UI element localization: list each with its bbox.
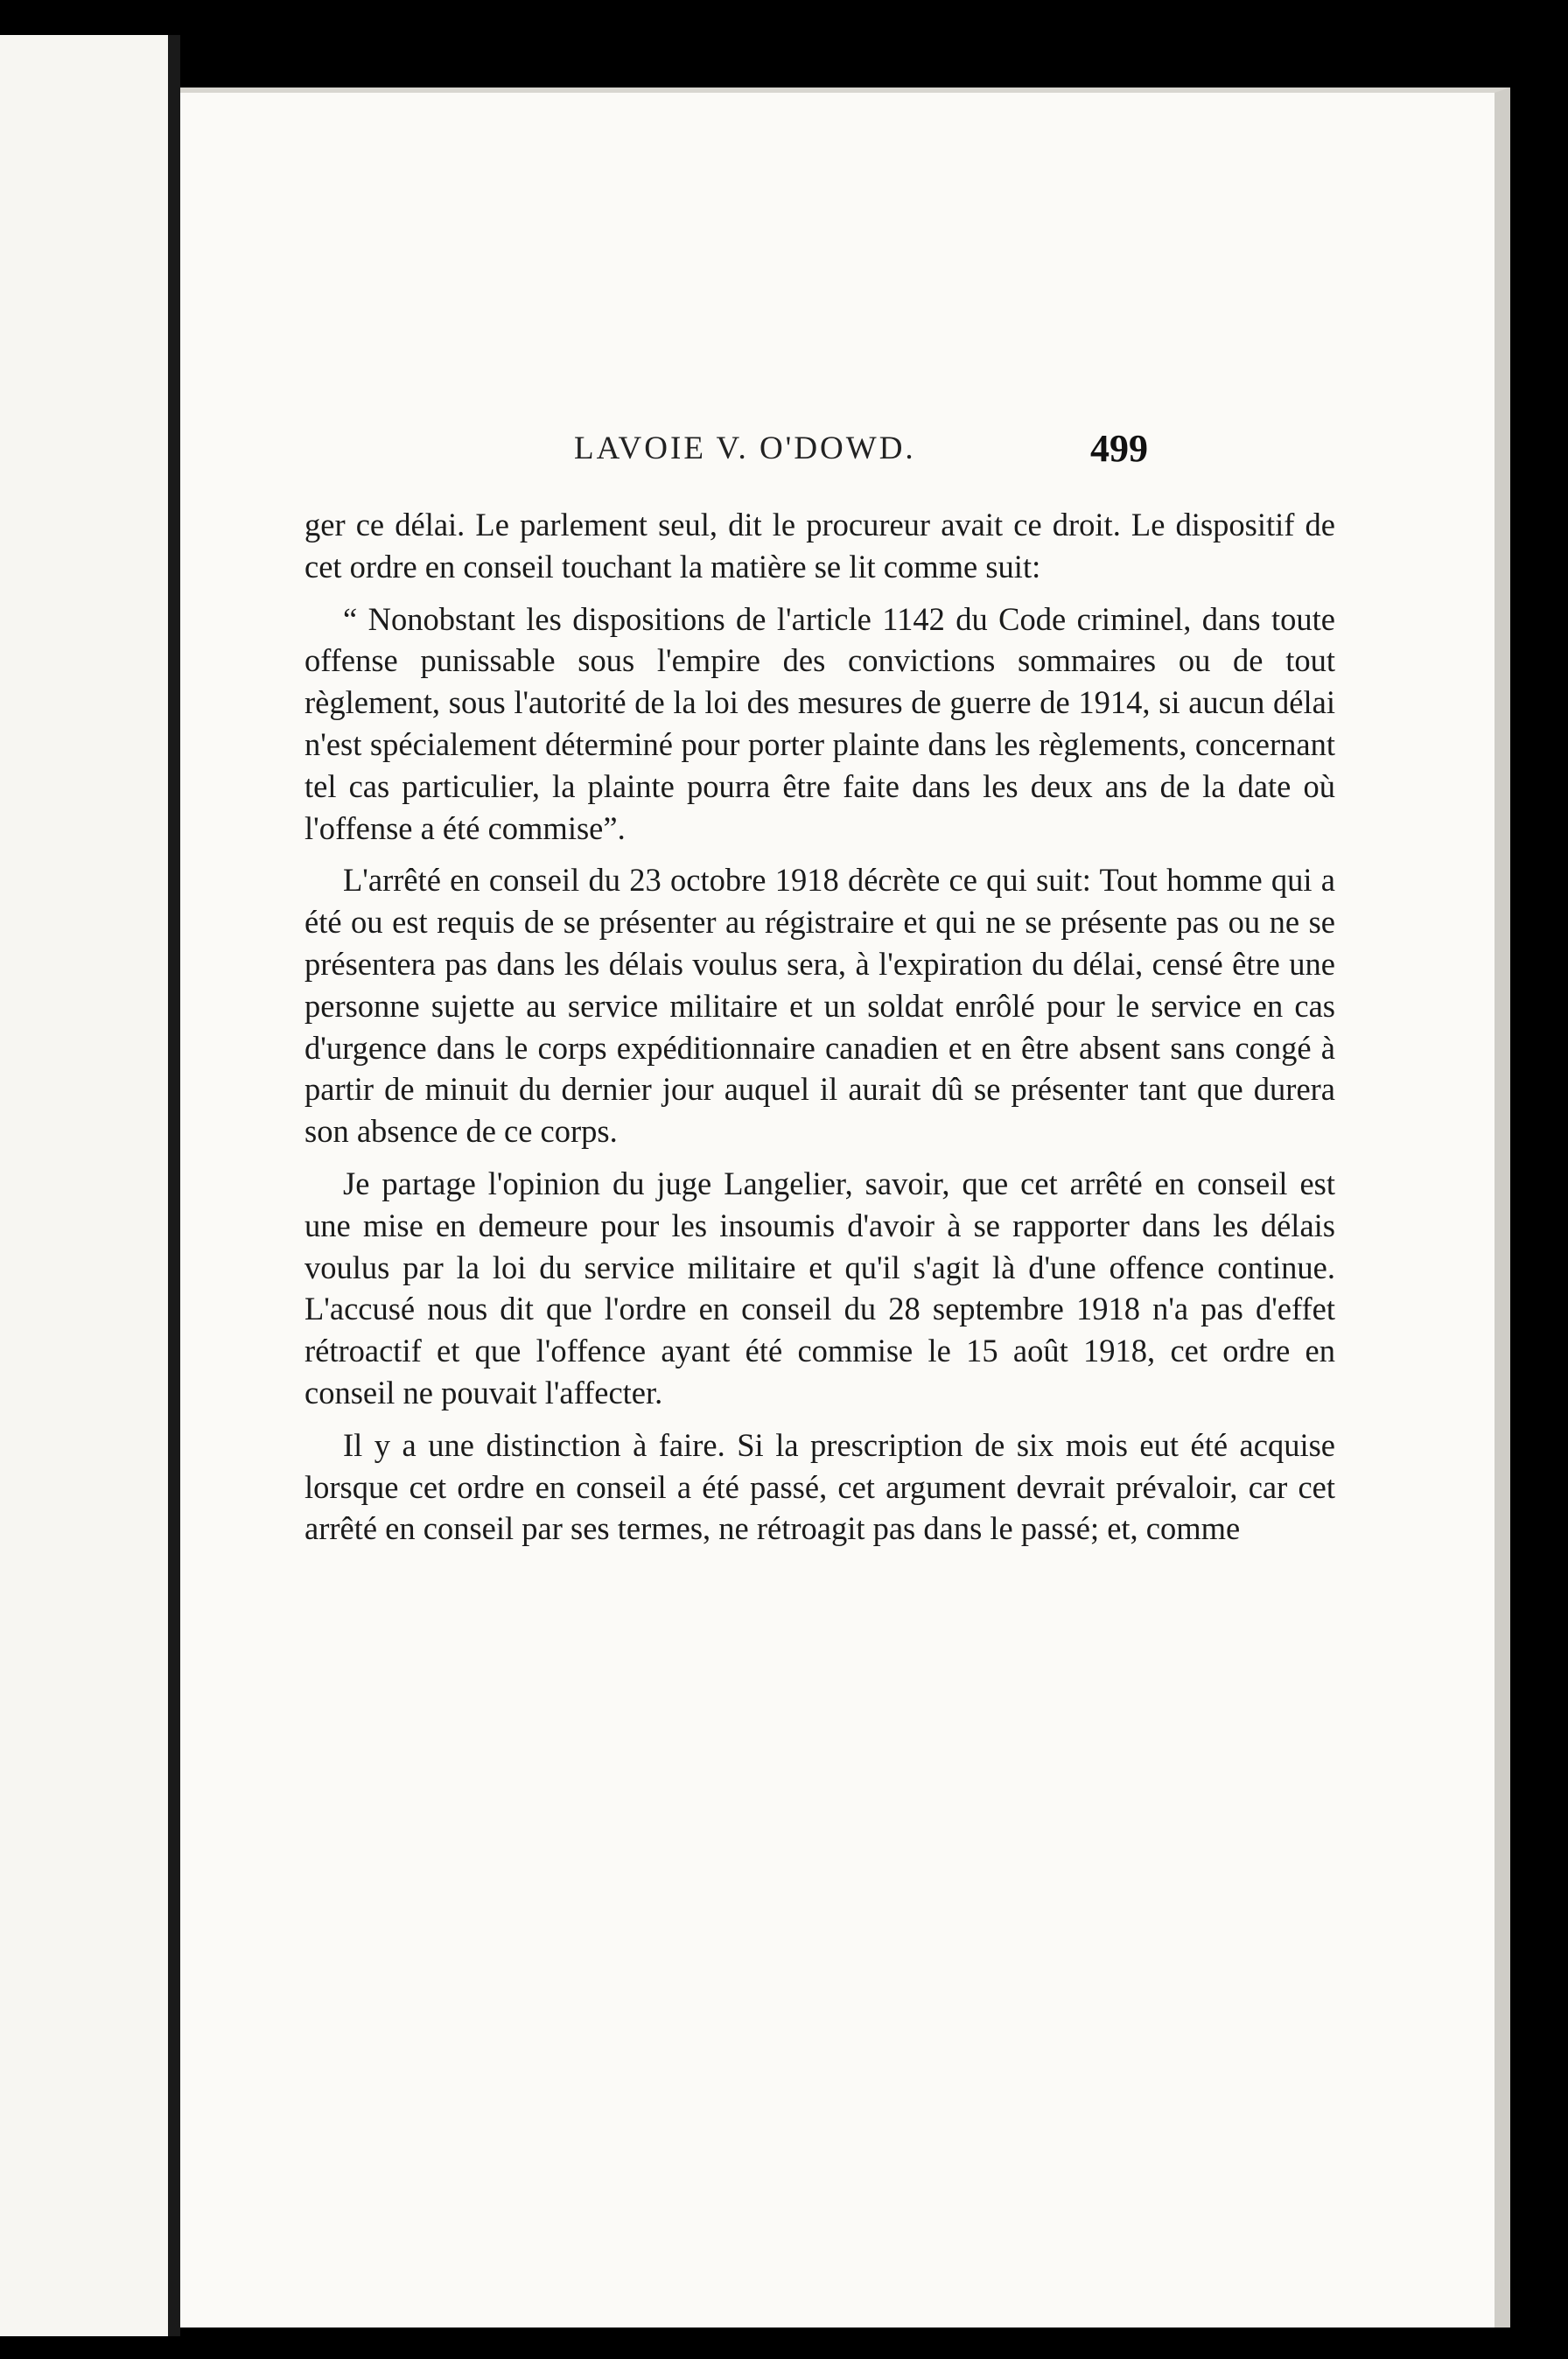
body-text [304,504,1335,1560]
page-number: 499 [1090,427,1148,470]
paragraph: Je partage l'opinion du juge Langelier, savoir, que cet arrêté en conseil est une mise en demeure pour les insoumis d'avoir à se rapporter dans les délais voulus par la loi du service militaire et qu'il s'agit là d'une offence continue. L'accusé nous dit que l'ordre en conseil du 28 septembre 1918 n'a pas d'effet rétroactif et que l'offence ayant été commise le 15 août 1918, cet ordre en conseil ne pouvait l'affecter. [304,1165,1335,1410]
book-page [180,88,1510,2328]
paragraph: Il y a une distinction à faire. Si la prescription de six mois eut été acquise lorsque cet ordre en conseil a été passé, cet argument devrait prévaloir, car cet arrêté en conseil par ses termes, ne rétroagit pas dans le passé; et, comme [304,1426,1335,1547]
paragraph: ger ce délai. Le parlement seul, dit le procureur avait ce droit. Le dispositif de cet ordre en conseil touchant la matière se lit comme suit: [304,507,1335,584]
paragraph-quotation: “ Nonobstant les dispositions de l'article 1142 du Code criminel, dans toute offense punissable sous l'empire des convictions sommaires ou de tout règlement, sous l'autorité de la loi des mesures de guerre de 1914, si aucun délai n'est spécialement déterminé pour porter plainte dans les règlements, concernant tel cas particulier, la plainte pourra être faite dans les deux ans de la date où l'offense a été commise”. [304,600,1335,846]
running-title: LAVOIE V. O'DOWD. [574,430,916,466]
paragraph: L'arrêté en conseil du 23 octobre 1918 décrète ce qui suit: Tout homme qui a été ou est requis de se présenter au régistraire et qui ne se présente pas ou ne se présentera pas dans les délais voulus sera, à l'expiration du délai, censé être une personne sujette au service militaire et un soldat enrôlé pour le service en cas d'urgence dans le corps expéditionnaire canadien et en être absent sans congé à partir de minuit du dernier jour auquel il aurait dû se présenter tant que durera son absence de ce corps. [304,862,1335,1150]
running-head [180,427,1494,482]
facing-page-edge [0,35,180,2336]
